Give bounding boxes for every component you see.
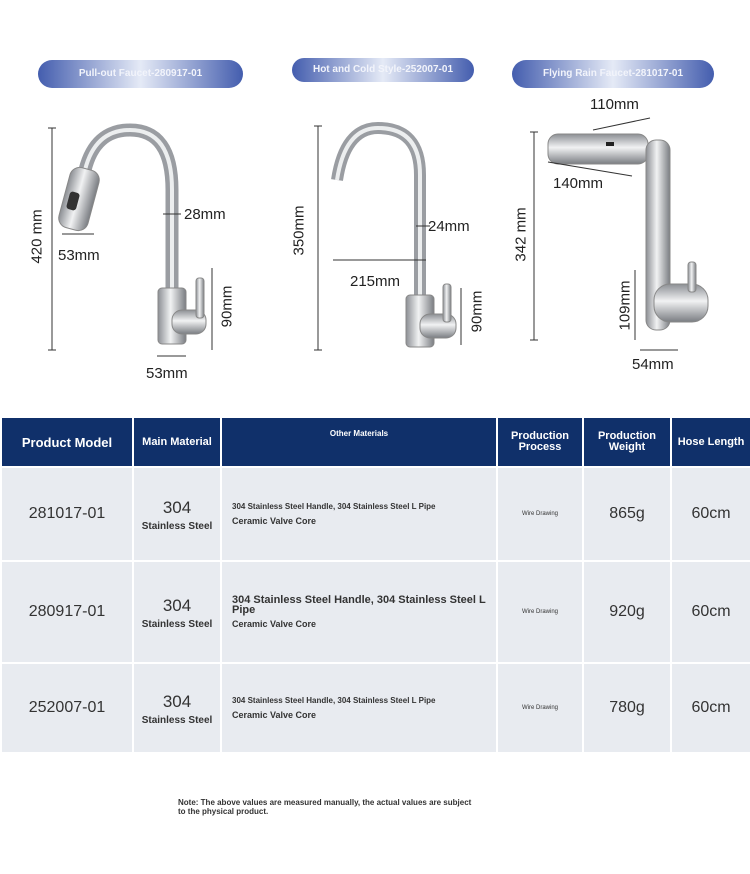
banner-label: Flying Rain Faucet-281017-01 [542, 68, 684, 79]
cell-process: Wire Drawing [498, 468, 582, 560]
cell-main-material [134, 664, 220, 752]
faucet-pull-out-image [48, 128, 212, 356]
other-material-line-1: 304 Stainless Steel Handle, 304 Stainless Steel L Pipe [232, 502, 436, 511]
dim-pipe-1: 28mm [184, 206, 226, 223]
dim-spout-1: 53mm [58, 247, 100, 264]
table-header-row [2, 418, 750, 466]
cell-other-materials [222, 562, 496, 662]
dim-base-height-2: 90mm [468, 290, 486, 333]
dim-base-1: 53mm [146, 365, 188, 382]
cell-main-material [134, 468, 220, 560]
cell-weight: 780g [584, 664, 670, 752]
dim-reach-2: 215mm [350, 273, 401, 290]
spec-table [0, 416, 750, 754]
table-row [2, 664, 750, 752]
material-number: 304 [162, 595, 192, 615]
header-hose-length: Hose Length [672, 418, 750, 466]
cell-process: Wire Drawing [498, 664, 582, 752]
dim-base-3: 54mm [632, 356, 674, 373]
dim-height-1: 420 mm [28, 209, 46, 264]
faucet-drawings [0, 0, 750, 400]
cell-hose: 60cm [672, 664, 750, 752]
faucet-hot-cold-image [314, 126, 461, 350]
dim-top-3: 110mm [590, 96, 639, 113]
other-material-line-1: 304 Stainless Steel Handle, 304 Stainless Steel L Pipe [232, 696, 436, 705]
footnote: Note: The above values are measured manually, the actual values are subject to the physical product. [178, 798, 472, 816]
material-label: Stainless Steel [141, 714, 213, 726]
dim-height-3: 342 mm [512, 207, 530, 262]
material-label: Stainless Steel [141, 520, 213, 532]
material-number: 304 [162, 497, 192, 517]
banner-label: Pull-out Faucet-280917-01 [78, 68, 203, 79]
other-material-line-2: Ceramic Valve Core [232, 516, 317, 526]
material-label: Stainless Steel [141, 618, 213, 630]
table-row [2, 562, 750, 662]
dim-base-height-1: 90mm [218, 285, 236, 328]
material-number: 304 [162, 691, 192, 711]
other-material-line-1: 304 Stainless Steel Handle, 304 Stainless Steel L Pipe [232, 594, 486, 616]
other-material-line-2: Ceramic Valve Core [232, 710, 317, 720]
header-production-process: Production Process [498, 418, 582, 466]
cell-main-material [134, 562, 220, 662]
cell-weight: 865g [584, 468, 670, 560]
cell-process: Wire Drawing [498, 562, 582, 662]
header-main-material: Main Material [134, 418, 220, 466]
dim-height-2: 350mm [290, 205, 308, 256]
cell-other-materials [222, 664, 496, 752]
cell-hose: 60cm [672, 562, 750, 662]
cell-other-materials [222, 468, 496, 560]
other-material-line-2: Ceramic Valve Core [232, 619, 317, 629]
dim-pipe-2: 24mm [428, 218, 470, 235]
header-product-model: Product Model [2, 418, 132, 466]
cell-model: 280917-01 [2, 562, 132, 662]
cell-model: 252007-01 [2, 664, 132, 752]
cell-hose: 60cm [672, 468, 750, 560]
banner-label: Hot and Cold Style-252007-01 [312, 64, 454, 75]
cell-weight: 920g [584, 562, 670, 662]
cell-model: 281017-01 [2, 468, 132, 560]
table-row [2, 468, 750, 560]
header-production-weight: Production Weight [584, 418, 670, 466]
header-other-materials: Other Materials [222, 418, 496, 466]
dim-reach-3: 140mm [553, 175, 604, 192]
dim-base-height-3: 109mm [616, 280, 634, 331]
